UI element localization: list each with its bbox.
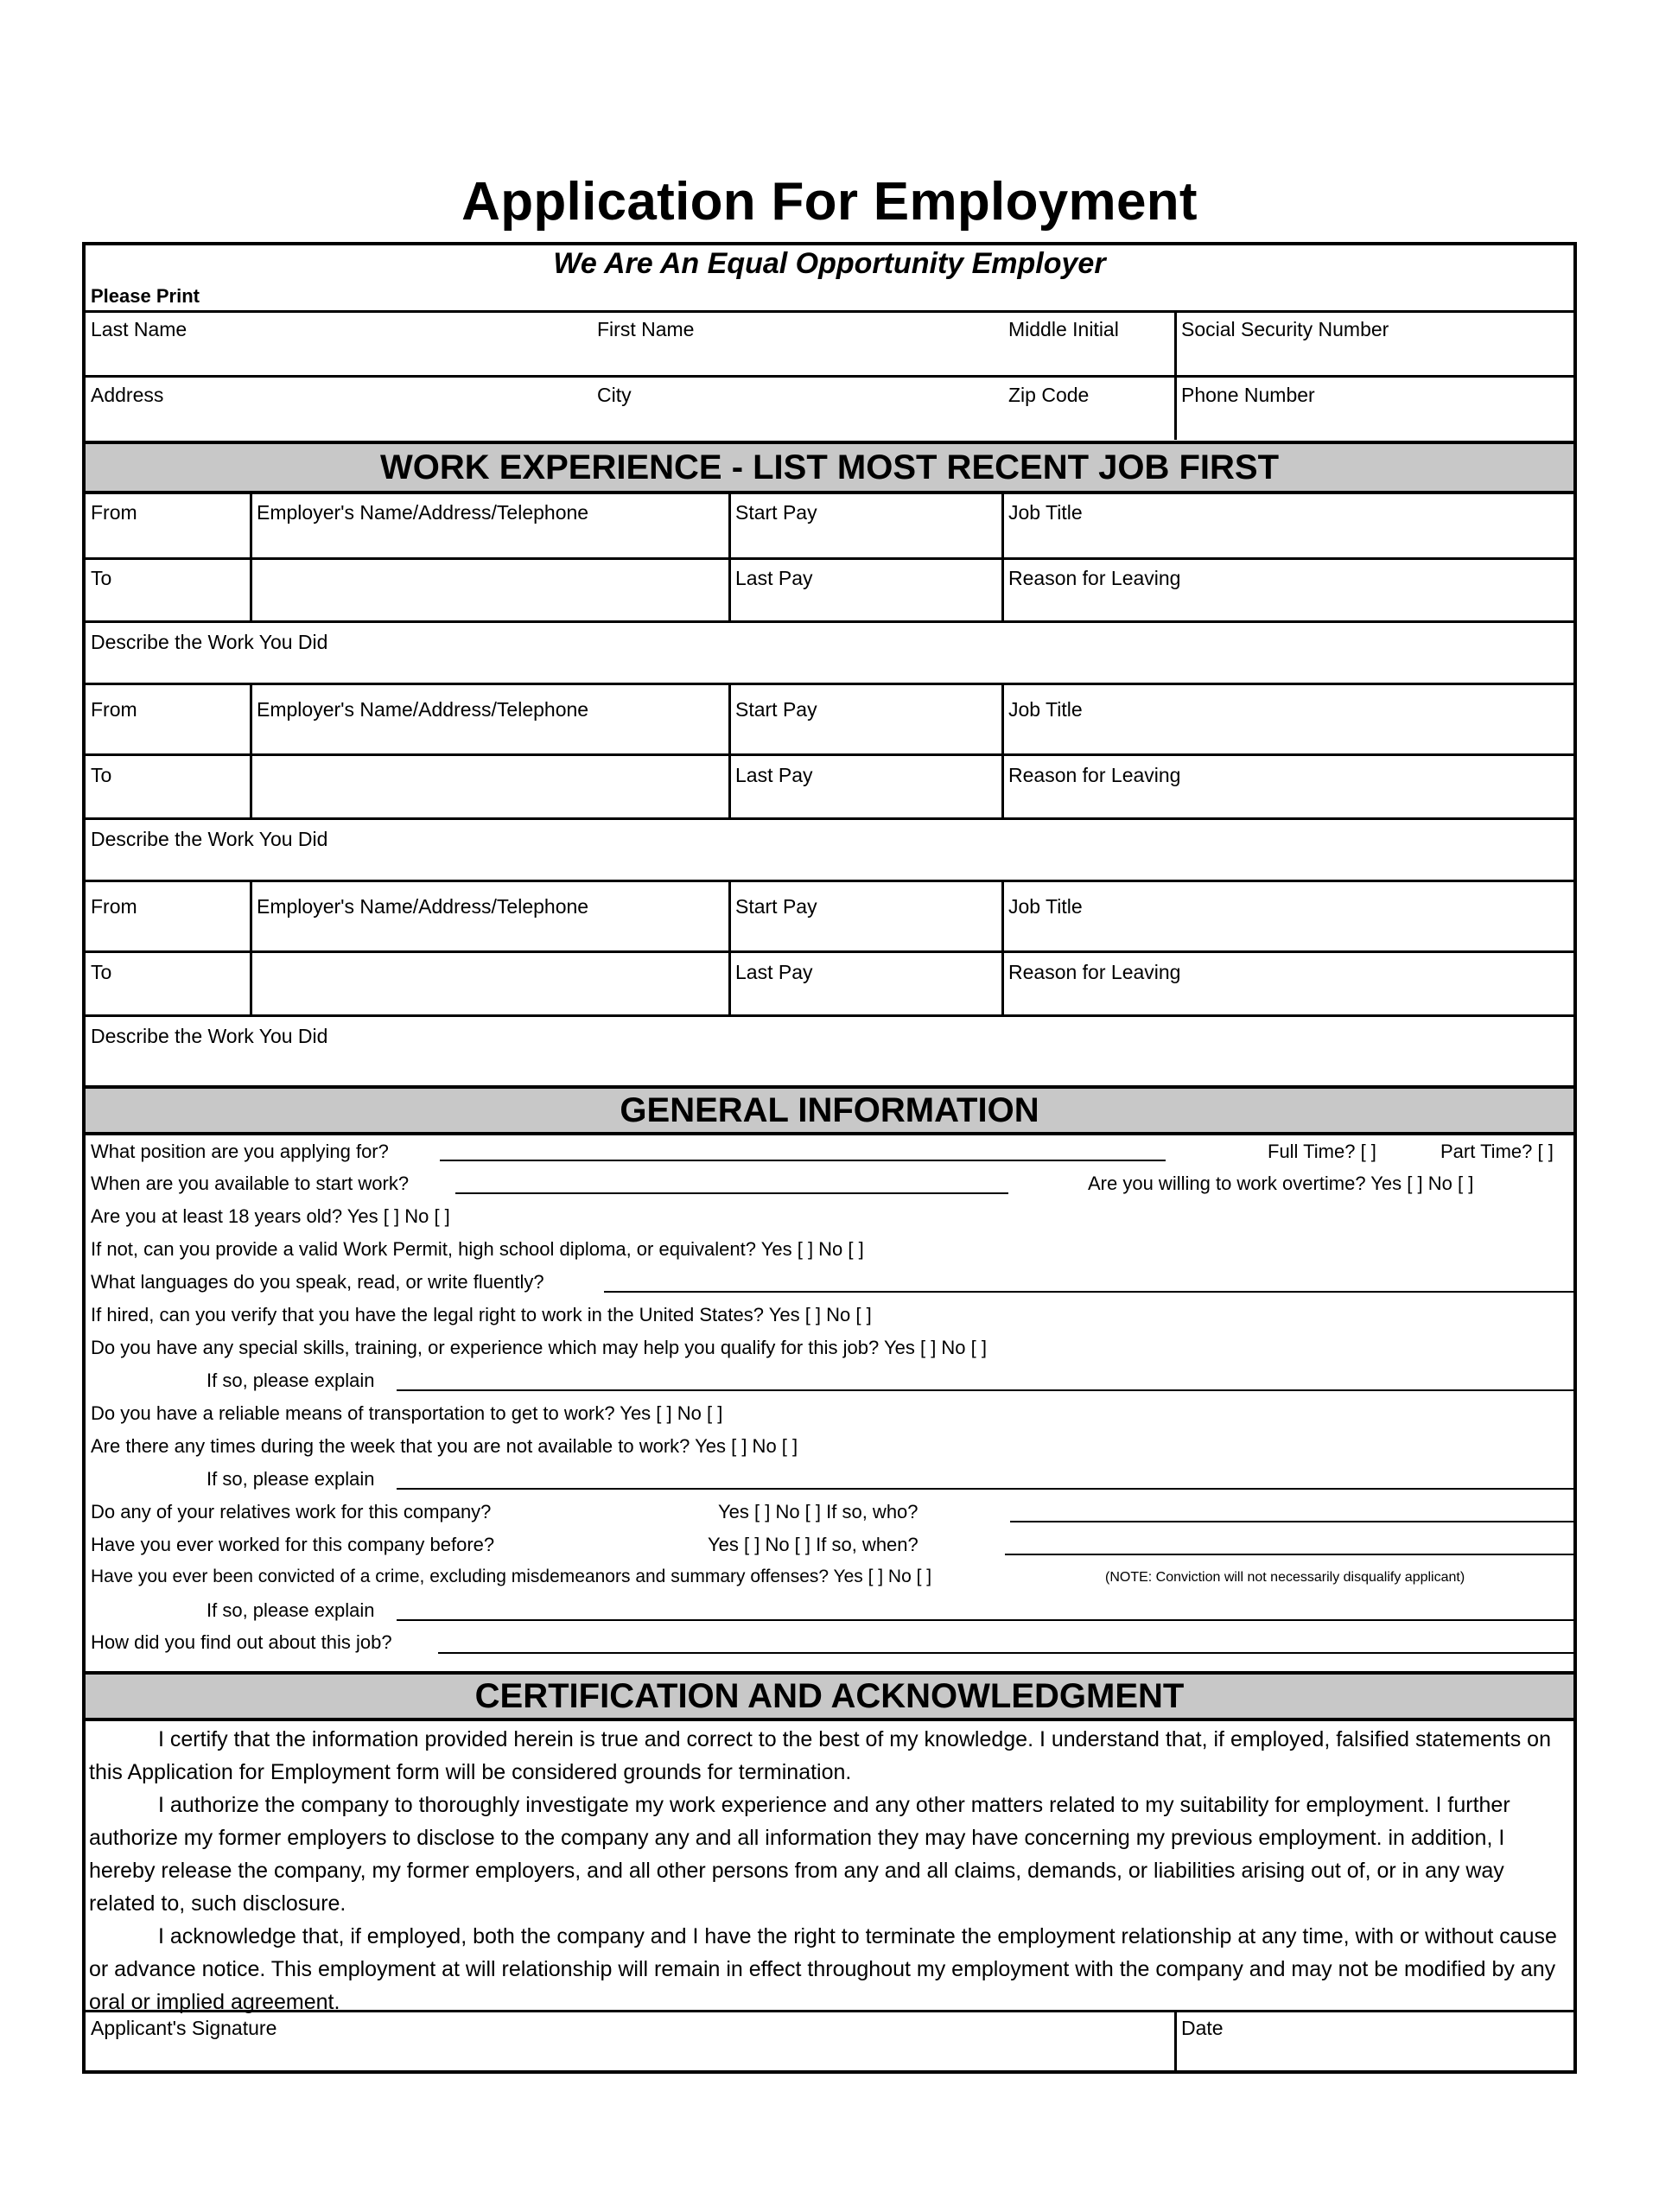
job1-last-pay-field[interactable]: Last Pay [735,567,813,589]
divider [728,880,731,1014]
job3-job-title-field[interactable]: Job Title [1008,895,1083,918]
job2-describe-field[interactable]: Describe the Work You Did [91,828,328,850]
form-subtitle: We Are An Equal Opportunity Employer [553,247,1106,280]
certification-heading: CERTIFICATION AND ACKNOWLEDGMENT [86,1671,1573,1721]
divider [1001,880,1004,1014]
unavailable-times-question[interactable]: Are there any times during the week that you are not available to work? Yes [ ] No [ ] [91,1435,798,1457]
languages-input[interactable] [604,1291,1573,1293]
full-time-option[interactable]: Full Time? [ ] [1268,1141,1376,1162]
job1-reason-field[interactable]: Reason for Leaving [1008,567,1181,589]
skills-question[interactable]: Do you have any special skills, training, or experience which may help you qualify for this job? Yes [ ] No [ ] [91,1337,987,1358]
position-question: What position are you applying for? [91,1141,389,1162]
certification-paragraph-3: I acknowledge that, if employed, both the company and I have the right to terminate the employment relationship at any time, with or without cause or advance notice. This employment at will relationship will remain in effect throughout my employment with the company and may not be modified by any oral or implied agreement. [89,1924,1557,2014]
divider [1001,494,1004,620]
divider [86,753,1573,756]
worked-before-question: Have you ever worked for this company before? [91,1534,495,1555]
divider [728,494,731,620]
age-question[interactable]: Are you at least 18 years old? Yes [ ] No [ ] [91,1205,450,1227]
permit-question[interactable]: If not, can you provide a valid Work Permit, high school diploma, or equivalent? Yes [ ] No [ ] [91,1238,864,1260]
skills-explain-label: If so, please explain [207,1370,375,1391]
divider [86,1014,1573,1017]
languages-question: What languages do you speak, read, or write fluently? [91,1271,544,1293]
signature-field[interactable]: Applicant's Signature [91,2017,277,2039]
ssn-field[interactable]: Social Security Number [1181,318,1389,340]
last-name-field[interactable]: Last Name [91,318,188,340]
relatives-question: Do any of your relatives work for this company? [91,1501,492,1522]
application-form [82,242,1577,2074]
first-name-field[interactable]: First Name [597,318,695,340]
divider [86,683,1573,685]
overtime-question[interactable]: Are you willing to work overtime? Yes [ ] No [ ] [1088,1173,1474,1194]
job1-employer-field[interactable]: Employer's Name/Address/Telephone [257,501,589,524]
phone-number-field[interactable]: Phone Number [1181,384,1315,406]
divider [86,375,1573,378]
job1-from-field[interactable]: From [91,501,137,524]
divider [1174,2010,1177,2074]
certification-text [89,1723,1568,2018]
address-field[interactable]: Address [91,384,164,406]
job2-reason-field[interactable]: Reason for Leaving [1008,764,1181,786]
worked-before-options[interactable]: Yes [ ] No [ ] If so, when? [708,1534,918,1555]
certification-paragraph-1: I certify that the information provided herein is true and correct to the best of my knowledge. I understand that, if employed, falsified statements on this Application for Employment form will be considered grounds for termination. [89,1727,1551,1784]
page-title: Application For Employment [461,172,1198,232]
divider [250,880,252,1014]
job2-last-pay-field[interactable]: Last Pay [735,764,813,786]
certification-paragraph-2: I authorize the company to thoroughly investigate my work experience and any other matters related to my suitability for employment. I further authorize my former employers to disclose to the company any and all information they may have concerning my previous employment. in addition, I hereby release the company, my former employers, and all other persons from any and all claims, demands, or liabilities arising out of, or in any way related to, such disclosure. [89,1793,1510,1916]
please-print-label: Please Print [91,285,200,307]
job3-from-field[interactable]: From [91,895,137,918]
find-out-question: How did you find out about this job? [91,1631,392,1653]
divider [86,557,1573,560]
zip-code-field[interactable]: Zip Code [1008,384,1090,406]
times-explain-label: If so, please explain [207,1468,375,1490]
relatives-who-input[interactable] [1010,1521,1573,1522]
divider [250,494,252,620]
job3-describe-field[interactable]: Describe the Work You Did [91,1025,328,1047]
city-field[interactable]: City [597,384,632,406]
conviction-question[interactable]: Have you ever been convicted of a crime, excluding misdemeanors and summary offenses? Yes [ ] No [ ] [91,1567,932,1586]
skills-explain-input[interactable] [397,1389,1573,1391]
job3-start-pay-field[interactable]: Start Pay [735,895,817,918]
job3-to-field[interactable]: To [91,961,112,983]
middle-initial-field[interactable]: Middle Initial [1008,318,1119,340]
divider [86,817,1573,820]
divider [86,2010,1573,2012]
divider [86,310,1573,313]
find-out-input[interactable] [438,1652,1573,1654]
job3-last-pay-field[interactable]: Last Pay [735,961,813,983]
divider [250,683,252,817]
conviction-explain-input[interactable] [397,1619,1573,1621]
job3-reason-field[interactable]: Reason for Leaving [1008,961,1181,983]
job2-start-pay-field[interactable]: Start Pay [735,698,817,721]
divider [1174,310,1177,440]
job2-to-field[interactable]: To [91,764,112,786]
available-question: When are you available to start work? [91,1173,410,1194]
relatives-options[interactable]: Yes [ ] No [ ] If so, who? [718,1501,918,1522]
date-field[interactable]: Date [1181,2017,1224,2039]
divider [86,950,1573,953]
divider [86,880,1573,882]
legal-right-question[interactable]: If hired, can you verify that you have the legal right to work in the United States? Yes [ ] No [ ] [91,1304,872,1325]
job3-employer-field[interactable]: Employer's Name/Address/Telephone [257,895,589,918]
divider [1001,683,1004,817]
divider [728,683,731,817]
work-experience-heading: WORK EXPERIENCE - LIST MOST RECENT JOB FIRST [86,441,1573,494]
times-explain-input[interactable] [397,1488,1573,1490]
part-time-option[interactable]: Part Time? [ ] [1440,1141,1554,1162]
conviction-explain-label: If so, please explain [207,1599,375,1621]
job1-describe-field[interactable]: Describe the Work You Did [91,631,328,653]
job2-employer-field[interactable]: Employer's Name/Address/Telephone [257,698,589,721]
job1-job-title-field[interactable]: Job Title [1008,501,1083,524]
transport-question[interactable]: Do you have a reliable means of transportation to get to work? Yes [ ] No [ ] [91,1402,723,1424]
divider [86,620,1573,623]
job1-to-field[interactable]: To [91,567,112,589]
conviction-note: (NOTE: Conviction will not necessarily disqualify applicant) [1105,1570,1465,1585]
available-input[interactable] [455,1192,1008,1194]
job2-job-title-field[interactable]: Job Title [1008,698,1083,721]
job1-start-pay-field[interactable]: Start Pay [735,501,817,524]
job2-from-field[interactable]: From [91,698,137,721]
worked-when-input[interactable] [1005,1554,1573,1555]
general-information-heading: GENERAL INFORMATION [86,1085,1573,1135]
position-input[interactable] [440,1160,1166,1161]
